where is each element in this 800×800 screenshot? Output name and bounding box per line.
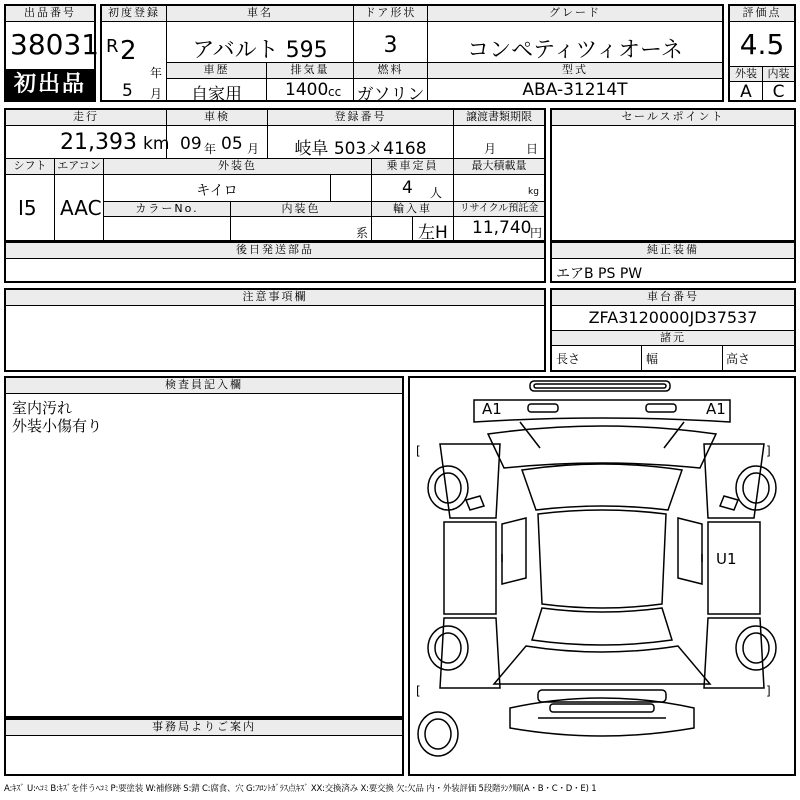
capacity-header: 乗車定員 <box>372 159 453 174</box>
shift: I5 <box>18 196 37 220</box>
exterior-rating-header: 外装 <box>730 67 762 81</box>
first-reg-year: 2 <box>120 36 137 66</box>
plate-header: 登録番号 <box>268 110 453 125</box>
history-header: 車歴 <box>167 63 266 78</box>
displacement: 1400 <box>285 80 329 100</box>
transfer-day: 日 <box>526 142 539 156</box>
transfer-header: 譲渡書類期限 <box>454 110 544 125</box>
bracket-top-left: [ <box>416 444 421 458</box>
standard-equipment-box <box>550 241 796 283</box>
inspector-header: 検査員記入欄 <box>6 378 402 393</box>
interior-rating-header: 内装 <box>763 67 794 81</box>
recycle-unit: 円 <box>530 226 543 240</box>
interior-color-unit: 系 <box>356 226 369 240</box>
inspection-year: 09 <box>180 134 202 154</box>
mileage: 21,393 <box>60 130 137 155</box>
first-reg-header: 初度登録 <box>102 6 166 21</box>
exterior-color-header: 外装色 <box>104 159 371 174</box>
door-header: ドア形状 <box>354 6 427 21</box>
door-type: 3 <box>383 33 398 58</box>
mileage-header: 走行 <box>6 110 166 125</box>
grade-header: グレード <box>428 6 722 21</box>
legend-line: A:ｷｽﾞ U:ﾍｺﾐ B:ｷｽﾞを伴うﾍｺﾐ P:要塗装 W:補修跡 S:錆 C:腐食、穴 G:ﾌﾛﾝﾄｶﾞﾗｽ点ｷｽﾞ XX:交換済み X:要交換 欠:欠品 内・外装評価 5段階ﾗﾝｸ順(A・B・C・D・E) 1 <box>4 784 597 794</box>
notes-header: 注意事項欄 <box>6 290 544 305</box>
office-header: 事務局よりご案内 <box>6 720 402 735</box>
details-box <box>4 108 546 242</box>
era-label: R <box>106 36 119 57</box>
inspection-month: 05 <box>221 134 243 154</box>
height-label: 高さ <box>726 352 751 366</box>
capacity-unit: 人 <box>430 186 443 200</box>
displacement-header: 排気量 <box>267 63 353 78</box>
month-unit: 月 <box>150 87 163 101</box>
displacement-unit: cc <box>328 85 342 99</box>
mileage-unit: km <box>143 134 170 154</box>
bracket-bottom-left: [ <box>416 684 421 698</box>
bracket-bottom-right: ] <box>766 684 771 698</box>
inspection-month-unit: 月 <box>247 142 260 156</box>
max-load-header: 最大積載量 <box>454 159 544 174</box>
ac-header: エアコン <box>55 159 103 174</box>
ac: AAC <box>60 196 102 220</box>
car-name-header: 車名 <box>167 6 353 21</box>
year-unit: 年 <box>150 66 163 80</box>
dimensions-header: 諸元 <box>552 331 794 345</box>
import-header: 輸入車 <box>372 202 453 216</box>
standard-equipment: エアB PS PW <box>556 266 643 282</box>
fuel-header: 燃料 <box>354 63 427 78</box>
capacity: 4 <box>402 178 413 198</box>
inspector-box <box>4 376 404 718</box>
lot-number: 38031 <box>10 28 100 61</box>
first-reg-month: 5 <box>122 81 133 101</box>
exterior-color: キイロ <box>196 183 238 199</box>
office-box <box>4 718 404 776</box>
inspector-note-1: 室内汚れ <box>12 399 73 417</box>
chassis-header: 車台番号 <box>552 290 794 305</box>
damage-mark-front-right: A1 <box>706 400 726 418</box>
registration-plate: 岐阜 503メ4168 <box>294 139 427 159</box>
sales-points-header: セールスポイント <box>552 110 794 125</box>
lot-box <box>4 4 100 102</box>
exterior-rating: A <box>740 82 752 102</box>
inspection-header: 車検 <box>167 110 267 125</box>
inspection-year-unit: 年 <box>204 142 217 156</box>
first-listing-badge: 初出品 <box>6 69 94 100</box>
damage-mark-right-side: U1 <box>716 550 737 568</box>
width-label: 幅 <box>646 352 659 366</box>
history: 自家用 <box>191 85 242 105</box>
later-parts-header: 後日発送部品 <box>6 243 544 258</box>
shift-header: シフト <box>6 159 54 174</box>
chassis-number: ZFA3120000JD37537 <box>588 308 758 327</box>
chassis-box <box>550 288 796 372</box>
rating-score: 4.5 <box>739 28 785 61</box>
damage-mark-front-left: A1 <box>482 400 502 418</box>
interior-rating: C <box>772 82 785 102</box>
interior-color-header: 内装色 <box>231 202 371 216</box>
model-header: 型式 <box>428 63 722 78</box>
rating-header: 評価点 <box>730 6 794 21</box>
car-diagram-box <box>408 376 796 776</box>
length-label: 長さ <box>556 352 581 366</box>
lot-header: 出品番号 <box>6 6 94 21</box>
notes-box <box>4 288 546 372</box>
bracket-top-right: ] <box>766 444 771 458</box>
max-load-unit: kg <box>528 187 539 197</box>
recycle-header: リサイクル預託金 <box>454 202 544 216</box>
color-no-header: カラーNo. <box>104 202 230 216</box>
transfer-month: 月 <box>484 142 497 156</box>
standard-equipment-header: 純正装備 <box>552 243 794 258</box>
car-diagram <box>410 378 794 774</box>
model-code: ABA-31214T <box>522 80 628 100</box>
sales-points-box <box>550 108 796 242</box>
import-drive-side: 左H <box>418 223 448 243</box>
later-parts-box <box>4 241 546 283</box>
car-name: アバルト 595 <box>192 38 328 63</box>
rating-box <box>728 4 796 102</box>
fuel: ガソリン <box>356 85 425 105</box>
vehicle-info-box <box>100 4 724 105</box>
grade: コンペティツィオーネ <box>467 38 683 63</box>
inspector-note-2: 外装小傷有り <box>12 417 103 435</box>
recycle-fee: 11,740 <box>472 218 532 238</box>
